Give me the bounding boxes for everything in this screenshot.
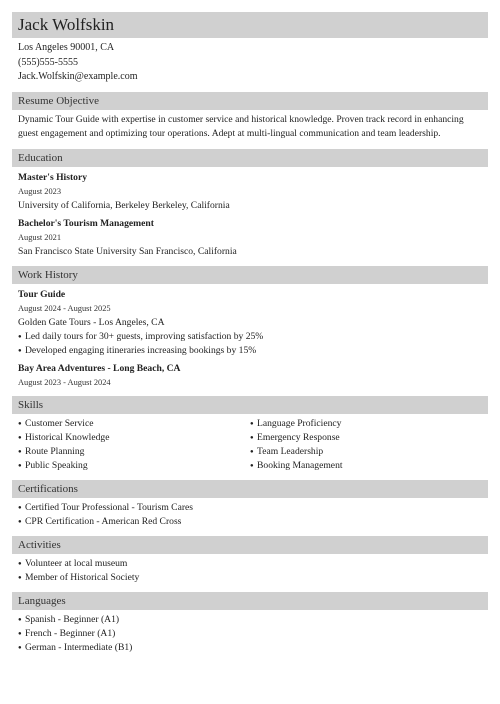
list-item: ● Language Proficiency: [250, 417, 342, 429]
section-heading: Resume Objective: [12, 92, 488, 110]
list-item: ● Route Planning: [18, 445, 85, 457]
contact-email[interactable]: Jack.Wolfskin@example.com: [18, 71, 138, 82]
bullet-icon: ●: [18, 448, 22, 455]
degree-date: August 2021: [18, 232, 62, 242]
objective-section: [12, 92, 488, 142]
job-title: Tour Guide: [18, 288, 66, 300]
section-heading: Languages: [12, 592, 488, 610]
bullet-icon: ●: [18, 560, 22, 567]
list-item: ● Historical Knowledge: [18, 431, 110, 443]
bullet-icon: ●: [250, 448, 254, 455]
list-item: ● Member of Historical Society: [18, 571, 140, 583]
bullet-icon: ●: [250, 462, 254, 469]
candidate-name: Jack Wolfskin: [18, 15, 115, 34]
list-item: ● French - Beginner (A1): [18, 627, 116, 639]
list-item: ● German - Intermediate (B1): [18, 641, 133, 653]
name-header-bar: [12, 12, 488, 38]
contact-phone: (555)555-5555: [18, 56, 78, 68]
activities-section: [12, 536, 488, 585]
list-item: ● Customer Service: [18, 417, 94, 429]
bullet-icon: ●: [250, 420, 254, 427]
bullet-icon: ●: [18, 630, 22, 637]
list-item: ● Developed engaging itineraries increasing bookings by 15%: [18, 344, 257, 356]
section-heading: Skills: [12, 396, 488, 414]
list-item: ● Volunteer at local museum: [18, 557, 128, 569]
list-item: ● Spanish - Beginner (A1): [18, 613, 120, 625]
languages-list: [18, 613, 482, 655]
bullet-icon: ●: [18, 518, 22, 525]
section-heading: Work History: [12, 266, 488, 284]
job-dates: August 2024 - August 2025: [18, 303, 111, 313]
bullet-icon: ●: [18, 574, 22, 581]
skills-right-column: [250, 417, 482, 473]
list-item: ● Emergency Response: [250, 431, 340, 443]
list-item: ● Public Speaking: [18, 459, 88, 471]
bullet-icon: ●: [18, 333, 22, 340]
section-heading: Activities: [12, 536, 488, 554]
contact-address: Los Angeles 90001, CA: [18, 42, 115, 53]
education-section: [12, 149, 488, 259]
job-bullets: [18, 330, 482, 358]
bullet-icon: ●: [18, 462, 22, 469]
school-name: University of California, Berkeley Berkeley, California: [18, 199, 230, 211]
bullet-icon: ●: [18, 420, 22, 427]
degree-date: August 2023: [18, 186, 62, 196]
skills-left-column: [18, 417, 250, 473]
certifications-list: [18, 501, 482, 529]
list-item: ● Led daily tours for 30+ guests, improving satisfaction by 25%: [18, 330, 264, 342]
bullet-icon: ●: [250, 434, 254, 441]
bullet-icon: ●: [18, 644, 22, 651]
school-name: San Francisco State University San Francisco, California: [18, 245, 237, 257]
degree-title: Master's History: [18, 171, 88, 183]
section-heading: Education: [12, 149, 488, 167]
bullet-icon: ●: [18, 434, 22, 441]
activities-list: [18, 557, 482, 585]
objective-text: Dynamic Tour Guide with expertise in customer service and historical knowledge. Proven track record in enhancing guest engagement and optimizing tour operations. Adept at multi-lingual communication and team leadership.: [18, 113, 464, 139]
section-heading: Certifications: [12, 480, 488, 498]
contact-block: [12, 38, 488, 85]
languages-section: [12, 592, 488, 655]
bullet-icon: ●: [18, 504, 22, 511]
job-title: Bay Area Adventures - Long Beach, CA: [18, 362, 181, 374]
list-item: ● Certified Tour Professional - Tourism Cares: [18, 501, 194, 513]
degree-title: Bachelor's Tourism Management: [18, 217, 154, 229]
skills-section: [12, 396, 488, 473]
job-dates: August 2023 - August 2024: [18, 377, 111, 387]
list-item: ● CPR Certification - American Red Cross: [18, 515, 182, 527]
work-section: [12, 266, 488, 389]
bullet-icon: ●: [18, 616, 22, 623]
certifications-section: [12, 480, 488, 529]
list-item: ● Team Leadership: [250, 445, 324, 457]
list-item: ● Booking Management: [250, 459, 343, 471]
bullet-icon: ●: [18, 347, 22, 354]
job-company: Golden Gate Tours - Los Angeles, CA: [18, 316, 165, 328]
